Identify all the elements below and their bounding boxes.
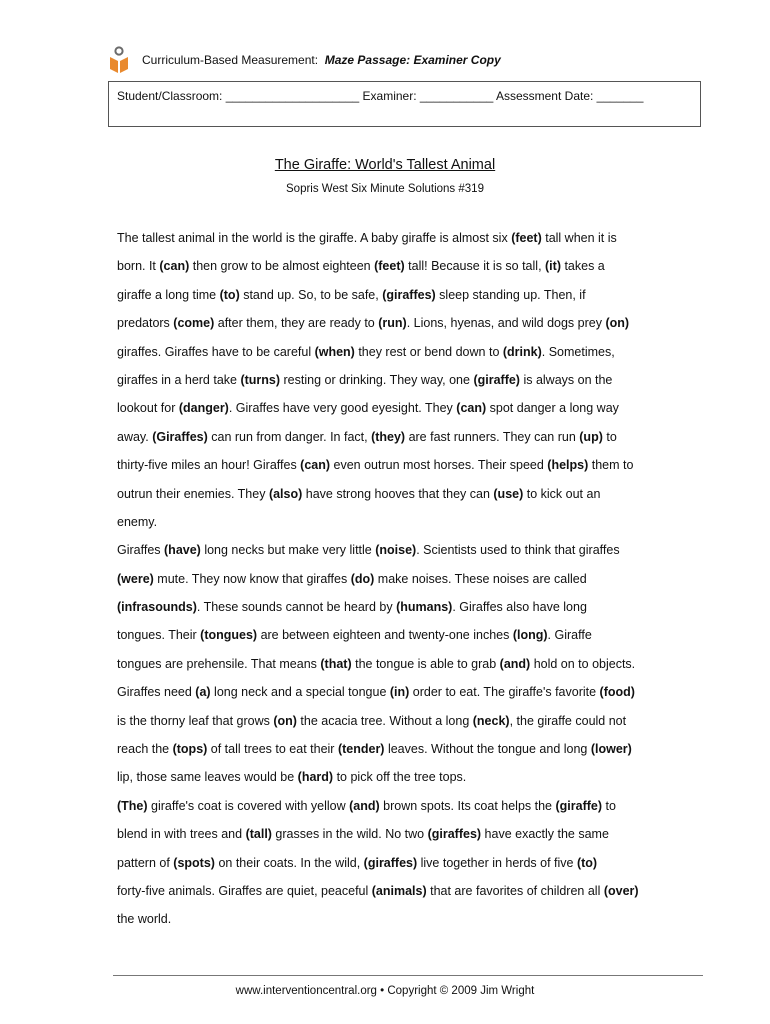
passage-line: giraffes. Giraffes have to be careful (when) they rest or bend down to (drink). Sometimes, — [117, 344, 615, 359]
maze-answer: (also) — [268, 486, 303, 501]
page-footer: www.interventioncentral.org • Copyright © 2009 Jim Wright — [235, 985, 535, 997]
passage-line: The tallest animal in the world is the giraffe. A baby giraffe is almost six (feet) tall when it is — [117, 231, 617, 245]
maze-answer: (on) — [273, 713, 297, 728]
passage-line: lookout for (danger). Giraffes have very good eyesight. They (can) spot danger a long way — [117, 401, 619, 416]
passage-line: (were) mute. They now know that giraffes (do) make noises. These noises are called — [117, 571, 587, 586]
passage-line: thirty-five miles an hour! Giraffes (can) even outrun most horses. Their speed (helps) them to — [117, 458, 634, 473]
passage-line: pattern of (spots) on their coats. In the wild, (giraffes) live together in herds of five (to) — [117, 855, 598, 870]
student-info-box — [108, 81, 701, 127]
maze-answer: (a) — [195, 685, 211, 700]
maze-answer: (spots) — [173, 855, 215, 870]
maze-answer: (to) — [576, 855, 598, 870]
maze-answer: (drink) — [502, 344, 542, 359]
passage-line: blend in with trees and (tall) grasses in the wild. No two (giraffes) have exactly the same — [117, 827, 609, 842]
maze-answer: (helps) — [547, 458, 589, 473]
maze-answer: (over) — [603, 883, 639, 898]
maze-answer: (food) — [599, 685, 635, 700]
passage-line: giraffe a long time (to) stand up. So, to be safe, (giraffes) sleep standing up. Then, if — [117, 287, 586, 302]
maze-answer: (can) — [456, 401, 487, 416]
maze-answer: (turns) — [240, 372, 281, 387]
passage-line: (infrasounds). These sounds cannot be heard by (humans). Giraffes also have long — [117, 600, 587, 615]
passage-line: lip, those same leaves would be (hard) to pick off the tree tops. — [117, 770, 467, 785]
maze-answer: (feet) — [374, 259, 405, 274]
maze-answer: (do) — [350, 571, 375, 586]
maze-passage — [117, 224, 717, 934]
maze-answer: (animals) — [371, 883, 427, 898]
maze-answer: (lower) — [590, 742, 632, 757]
passage-line: Giraffes need (a) long neck and a special tongue (in) order to eat. The giraffe's favorite (food) — [117, 685, 635, 700]
passage-line: is the thorny leaf that grows (on) the acacia tree. Without a long (neck), the giraffe could not — [117, 713, 627, 728]
passage-subtitle: Sopris West Six Minute Solutions #319 — [286, 183, 484, 195]
passage-line: reach the (tops) of tall trees to eat their (tender) leaves. Without the tongue and long (lower) — [117, 742, 632, 757]
passage-title: The Giraffe: World's Tallest Animal — [274, 157, 496, 173]
maze-answer: (giraffe) — [473, 372, 520, 387]
maze-answer: (humans) — [396, 600, 453, 615]
passage-line: enemy. — [117, 514, 158, 529]
maze-answer: (have) — [164, 543, 201, 558]
maze-answer: (can) — [159, 259, 190, 274]
maze-answer: (tall) — [245, 827, 272, 842]
maze-answer: (come) — [173, 316, 215, 331]
passage-line: forty-five animals. Giraffes are quiet, peaceful (animals) that are favorites of children all (over) — [117, 883, 639, 898]
passage-line: tongues are prehensile. That means (that) the tongue is able to grab (and) hold on to objects. — [117, 656, 636, 671]
maze-answer: (were) — [117, 571, 154, 586]
maze-answer: (tender) — [337, 742, 385, 757]
maze-answer: (giraffes) — [363, 855, 418, 870]
maze-answer: (giraffes) — [427, 827, 482, 842]
maze-answer: (Giraffes) — [152, 429, 208, 444]
maze-answer: (tops) — [172, 742, 208, 757]
header-title: Maze Passage: Examiner Copy — [324, 53, 501, 67]
intervention-central-logo-icon — [108, 46, 130, 74]
maze-answer: (run) — [378, 316, 407, 331]
maze-answer: (and) — [349, 798, 380, 813]
header-prefix: Curriculum-Based Measurement: — [142, 53, 319, 67]
maze-answer: (they) — [371, 429, 406, 444]
passage-line: (The) giraffe's coat is covered with yellow (and) brown spots. Its coat helps the (giraffe) to — [117, 798, 616, 813]
passage-line: predators (come) after them, they are ready to (run). Lions, hyenas, and wild dogs prey (on) — [117, 316, 630, 331]
maze-answer: (when) — [314, 344, 355, 359]
maze-answer: (danger) — [178, 401, 229, 416]
maze-answer: (noise) — [375, 543, 417, 558]
passage-line: away. (Giraffes) can run from danger. In fact, (they) are fast runners. They can run (up) to — [117, 429, 617, 444]
maze-answer: (neck) — [472, 713, 510, 728]
maze-answer: (infrasounds) — [117, 600, 197, 615]
maze-answer: (that) — [320, 656, 352, 671]
passage-line: the world. — [117, 912, 172, 927]
maze-answer: (up) — [579, 429, 603, 444]
header-text — [142, 53, 501, 67]
passage-line: Giraffes (have) long necks but make very little (noise). Scientists used to think that giraffes — [117, 543, 620, 558]
passage-line: outrun their enemies. They (also) have strong hooves that they can (use) to kick out an — [117, 486, 601, 501]
page-header — [108, 46, 708, 76]
maze-answer: (it) — [545, 259, 561, 274]
student-info-line: Student/Classroom: ____________________ Examiner: ___________ Assessment Date: _______ — [117, 89, 644, 103]
passage-line: giraffes in a herd take (turns) resting or drinking. They way, one (giraffe) is always on the — [117, 372, 613, 387]
maze-answer: (use) — [493, 486, 524, 501]
maze-answer: (giraffes) — [382, 287, 436, 302]
maze-answer: (in) — [389, 685, 410, 700]
maze-answer: (can) — [300, 458, 331, 473]
footer-divider — [113, 975, 703, 976]
maze-answer: (tongues) — [200, 628, 258, 643]
maze-answer: (on) — [605, 316, 630, 331]
maze-answer: (The) — [117, 798, 148, 813]
maze-answer: (long) — [512, 628, 548, 643]
maze-answer: (feet) — [511, 231, 542, 245]
passage-line: tongues. Their (tongues) are between eighteen and twenty-one inches (long). Giraffe — [117, 628, 592, 643]
maze-answer: (to) — [219, 287, 240, 302]
passage-line: born. It (can) then grow to be almost eighteen (feet) tall! Because it is so tall, (it) takes a — [117, 259, 605, 274]
maze-answer: (giraffe) — [555, 798, 603, 813]
maze-answer: (hard) — [297, 770, 334, 785]
maze-answer: (and) — [499, 656, 531, 671]
